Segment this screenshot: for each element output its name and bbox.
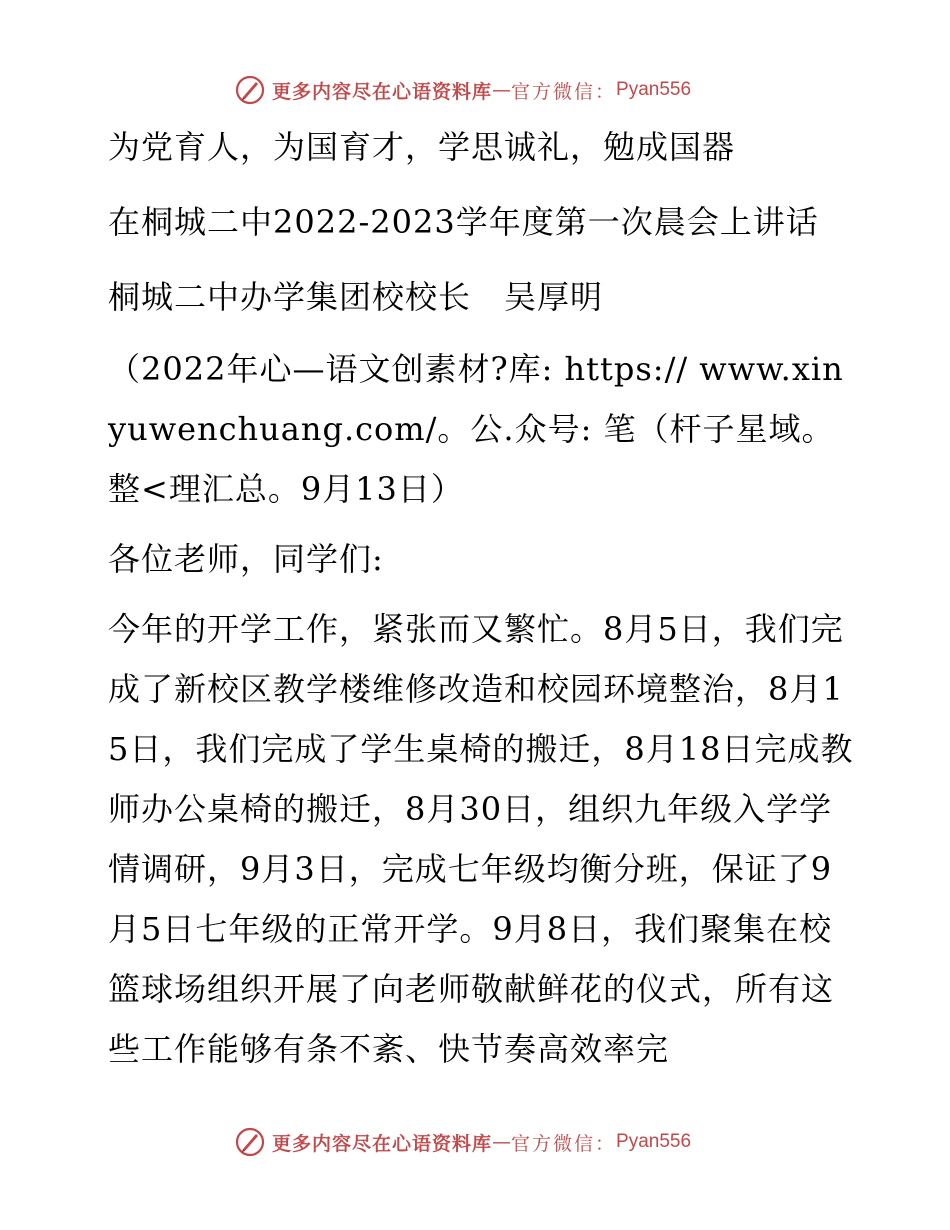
quill-logo-icon	[234, 1126, 266, 1158]
watermark-wechat-label: 官方微信：	[511, 80, 617, 103]
source-note: （2022年心—语文创素材?库: https:// www.xinyuwenchuang.com/。公.众号: 笔（杆子星域。整<理汇总。9月13日）	[108, 350, 844, 508]
watermark-main-text: 更多内容尽在心语资料库	[272, 80, 493, 103]
watermark-wechat-id: Pyan556	[616, 79, 692, 100]
quill-logo-icon	[234, 74, 266, 106]
watermark-dash: —	[492, 1131, 512, 1153]
footer-watermark	[234, 1124, 691, 1160]
speech-subtitle: 在桐城二中2022-2023学年度第一次晨会上讲话	[108, 203, 819, 241]
watermark-main-text: 更多内容尽在心语资料库	[272, 1132, 493, 1155]
body-paragraph: 今年的开学工作，紧张而又繁忙。8月5日，我们完成了新校区教学楼维修改造和校园环境整治，8月15日，我们完成了学生桌椅的搬迁，8月18日完成教师办公桌椅的搬迁，8月30日，组织九年级入学学情调研，9月3日，完成七年级均衡分班，保证了9月5日七年级的正常开学。9月8日，我们聚集在校篮球场组织开展了向老师敬献鲜花的仪式，所有这些工作能够有条不紊、快节奏高效率完	[108, 610, 854, 1068]
header-watermark	[234, 72, 691, 108]
greeting: 各位老师，同学们:	[108, 540, 384, 578]
watermark-dash: —	[492, 79, 512, 101]
speech-author: 桐城二中办学集团校校长 吴厚明	[108, 278, 604, 316]
document-body	[98, 117, 858, 1079]
watermark-wechat-id: Pyan556	[616, 1131, 692, 1152]
page-title: 为党育人，为国育才，学思诚礼，勉成国器	[108, 128, 736, 166]
watermark-wechat-label: 官方微信：	[511, 1132, 617, 1155]
